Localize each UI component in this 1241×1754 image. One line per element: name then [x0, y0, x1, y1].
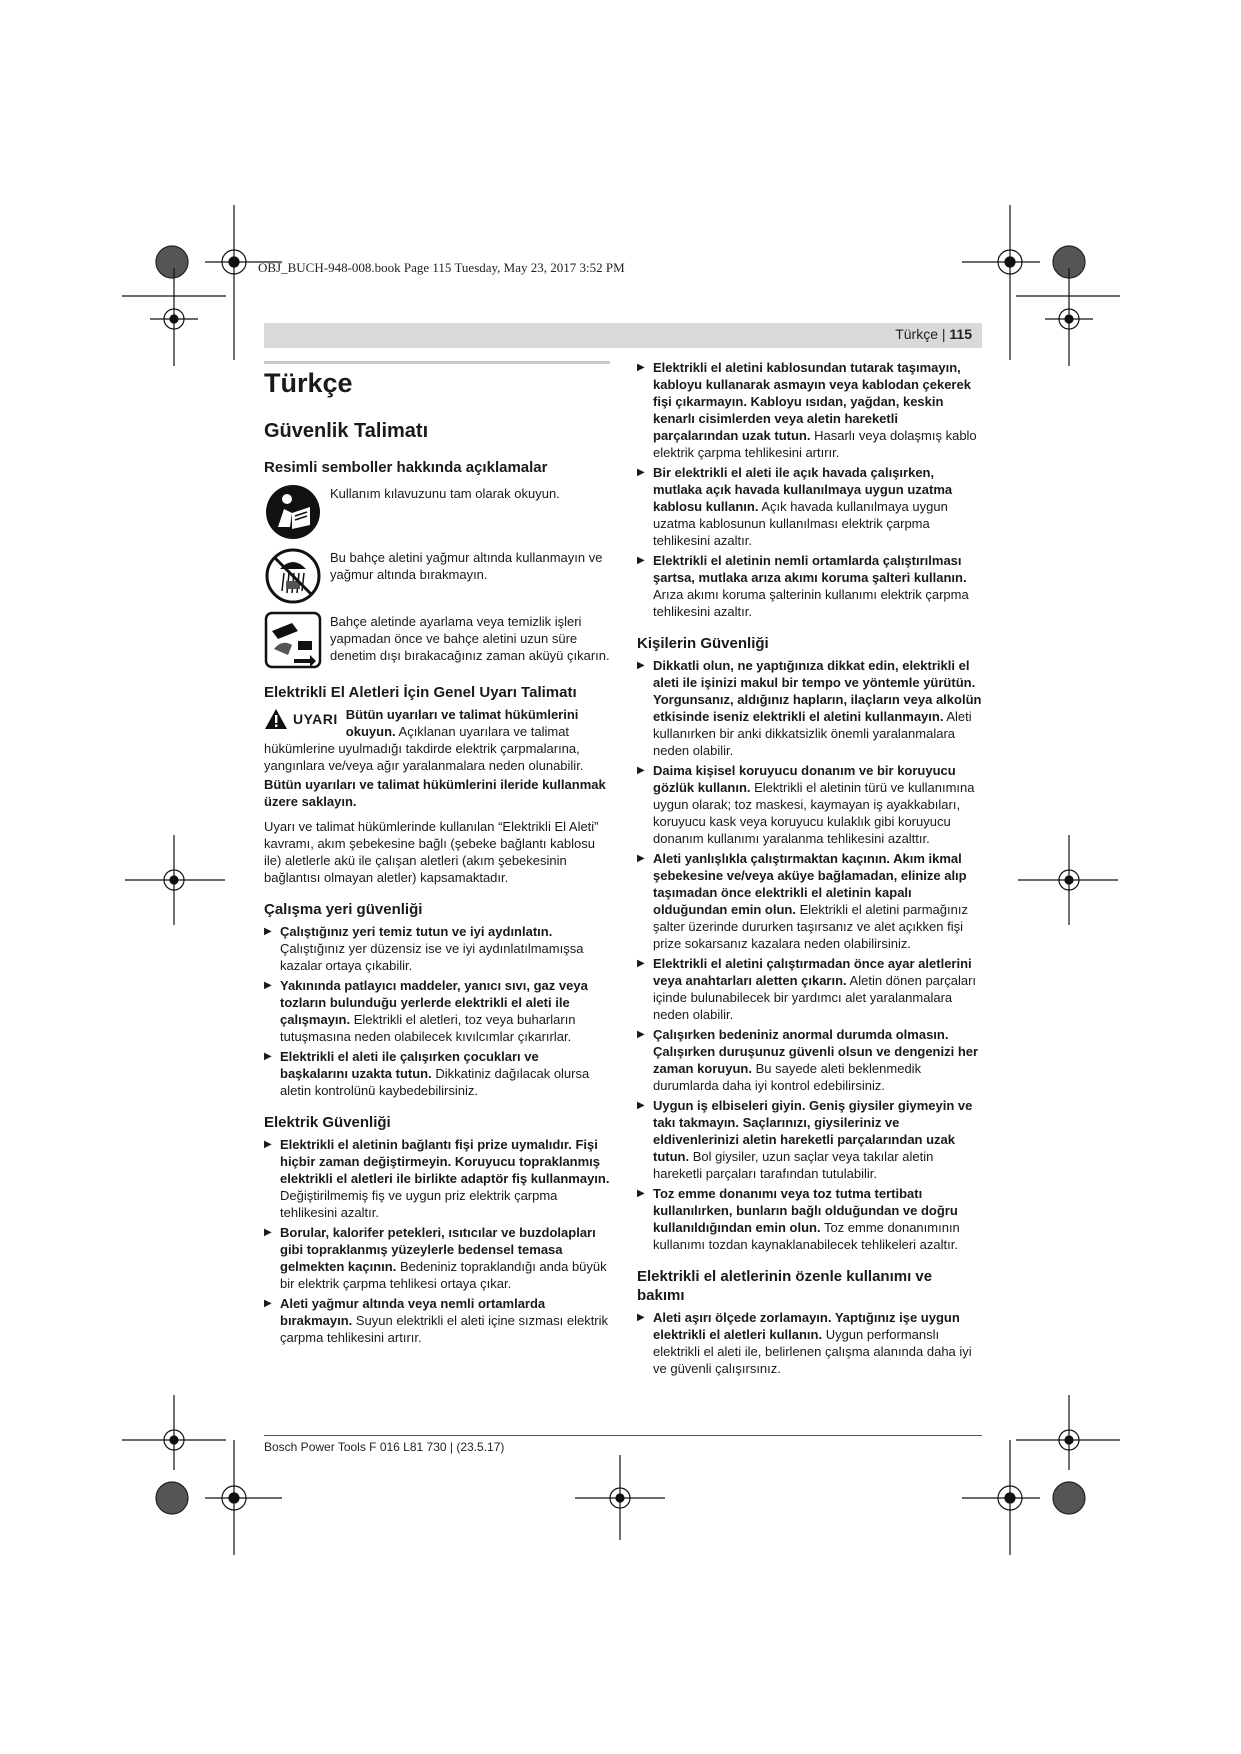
header-language: Türkçe [895, 326, 938, 342]
electrical-list [264, 1136, 610, 1346]
list-item [264, 1295, 610, 1346]
list-item [637, 1097, 982, 1182]
warning-triangle-icon [264, 708, 288, 730]
item-bold: Bir elektrikli el aleti ile açık havada çalışırken, mutlaka açık havada kullanılmaya uygun uzatma kablosu kullanın. [653, 465, 953, 514]
list-item [637, 1309, 982, 1377]
item-text: Aletin dönen parçaları içinde bulunabilecek bir yardımcı alet yaralanmalara neden olabilir. [653, 973, 977, 1022]
list-item [264, 1224, 610, 1292]
list-item [264, 1048, 610, 1099]
header-text [895, 326, 972, 342]
care-heading: Elektrikli el aletlerinin özenle kullanımı ve bakımı [637, 1268, 933, 1304]
list-item [637, 359, 982, 461]
footer-rule [264, 1435, 982, 1436]
symbols-heading: Resimli semboller hakkında açıklamalar [264, 459, 548, 476]
symbol-description: Bahçe aletinde ayarlama veya temizlik işleri yapmadan önce ve bahçe aletini uzun süre denetim dışı bırakacağınız zaman aküyü çıkarın. [330, 614, 610, 663]
warning-label: UYARI [293, 710, 338, 727]
item-bold: Çalışırken bedeniniz anormal durumda olmasın. Çalışırken duruşunuz güvenli olsun ve dengenizi her zaman koruyun. [653, 1027, 979, 1076]
workplace-list [264, 923, 610, 1099]
symbol-row [264, 611, 610, 669]
list-item [264, 977, 610, 1045]
list-item [637, 464, 982, 549]
item-text: Değiştirilmemiş fiş ve uygun priz elektrik çarpma tehlikesini azaltır. [280, 1188, 558, 1220]
keep-instructions-text: Bütün uyarıları ve talimat hükümlerini ileride kullanmak üzere saklayın. [264, 777, 606, 809]
item-text: Elektrikli el aletleri, toz veya buharların tutuşmasına neden olabilecek kıvılcımlar çıkarırlar. [280, 1012, 576, 1044]
list-item [637, 1185, 982, 1253]
personal-safety-heading: Kişilerin Güvenliği [637, 635, 769, 652]
list-item [637, 1026, 982, 1094]
definition-paragraph: Uyarı ve talimat hükümlerinde kullanılan “Elektrikli El Aleti” kavramı, akım şebekesine bağlı (şebeke bağlantı kablosu ile) aletlerle akü ile çalışan aletleri (akım şebekesinin bağlantısı olmayan aletler) kapsamaktadır. [264, 819, 599, 885]
general-warnings-heading: Elektrikli El Aletleri İçin Genel Uyarı Talimatı [264, 684, 577, 701]
list-item [637, 955, 982, 1023]
workplace-heading: Çalışma yeri güvenliği [264, 901, 423, 918]
warning-bold-text: Bütün uyarıları ve talimat hükümlerini okuyun. [345, 707, 579, 739]
item-bold: Elektrikli el aletini çalıştırmadan önce ayar aletlerini veya anahtarları aletten çıkarın. [653, 956, 972, 988]
list-item [637, 552, 982, 620]
safety-title: Güvenlik Talimatı [264, 420, 429, 442]
list-item [264, 1136, 610, 1221]
item-bold: Toz emme donanımı veya toz tutma tertibatı kullanılırken, bunların bağlı olduğundan ve doğru kullanıldığından emin olun. [653, 1186, 958, 1235]
list-item [637, 850, 982, 952]
header-separator: | [941, 326, 946, 342]
electrical-heading: Elektrik Güvenliği [264, 1114, 391, 1131]
item-text: Açık havada kullanılmaya uygun uzatma kablosunun kullanılması elektrik çarpma tehlikesini azaltır. [653, 499, 948, 548]
item-text: Dikkatiniz dağılacak olursa aletin kontrolünü kaybedebilirsiniz. [280, 1066, 590, 1098]
item-text: Toz emme donanımının kullanımı tozdan kaynaklanabilecek tehlikeleri azaltır. [653, 1220, 960, 1252]
print-slug: OBJ_BUCH-948-008.book Page 115 Tuesday, May 23, 2017 3:52 PM [258, 260, 625, 275]
list-item [264, 923, 610, 974]
item-text: Bu sayede aleti beklenmedik durumlarda daha iyi kontrol edebilirsiniz. [653, 1061, 922, 1093]
left-column [264, 360, 610, 1346]
page-title: Türkçe [264, 368, 353, 398]
symbol-row [264, 483, 610, 541]
item-text: Aleti kullanırken bir anki dikkatsizlik önemli yaralanmalara neden olabilir. [653, 709, 972, 758]
warning-badge [264, 708, 338, 730]
item-text: Arıza akımı koruma şalterinin kullanımı elektrik çarpma tehlikesini azaltır. [653, 587, 969, 619]
item-text: Hasarlı veya dolaşmış kablo elektrik çarpma tehlikesini artırır. [653, 428, 977, 460]
no-rain-icon [264, 547, 322, 605]
item-bold: Borular, kalorifer petekleri, ısıtıcılar ve buzdolapları gibi topraklanmış yüzeylerle bedensel temasa gelmekten kaçının. [280, 1225, 596, 1274]
item-bold: Aleti yağmur altında veya nemli ortamlarda bırakmayın. [280, 1296, 546, 1328]
item-text: Elektrikli el aletinin türü ve kullanımına uygun olarak; toz maskesi, kaymayan iş ayakkabıları, koruyucu kask veya koruyucu kulaklık gibi koruyucu donanım kullanımı yaralanma tehlikesini azalttır. [653, 780, 975, 846]
item-bold: Elektrikli el aletinin bağlantı fişi prize uymalıdır. Fişi hiçbir zaman değiştirmeyin. Koruyucu topraklanmış elektrikli el aletleri ile birlikte adaptör fiş kullanmayın. [280, 1137, 610, 1186]
item-text: Çalıştığınız yer düzensiz ise ve iyi aydınlatılmamışsa kazalar ortaya çıkabilir. [280, 941, 584, 973]
care-list [637, 1309, 982, 1377]
page-footer: Bosch Power Tools F 016 L81 730 | (23.5.17) [264, 1440, 505, 1454]
item-bold: Daima kişisel koruyucu donanım ve bir koruyucu gözlük kullanın. [653, 763, 956, 795]
page-header [264, 323, 982, 348]
symbol-row [264, 547, 610, 605]
read-manual-icon [264, 483, 322, 541]
item-bold: Yakınında patlayıcı maddeler, yanıcı sıvı, gaz veya tozların bulunduğu yerlerde elektrikli el aleti ile çalışmayın. [280, 978, 588, 1027]
warning-block [264, 706, 610, 774]
item-bold: Elektrikli el aleti ile çalışırken çocukları ve başkalarını uzakta tutun. [280, 1049, 539, 1081]
item-text: Bedeniniz topraklandığı anda büyük bir elektrik çarpma tehlikesi ortaya çıkar. [280, 1259, 607, 1291]
right-column [637, 356, 982, 1377]
item-bold: Çalıştığınız yeri temiz tutun ve iyi aydınlatın. [280, 924, 553, 939]
item-bold: Elektrikli el aletini kablosundan tutarak taşımayın, kabloyu kullanarak asmayın veya kablodan çekerek fişi çıkarmayın. Kabloyu ısıdan, yağdan, keskin kenarlı cisimlerden veya aletin hareketli parçalarından uzak tutun. [653, 360, 971, 443]
symbol-description: Bu bahçe aletini yağmur altında kullanmayın ve yağmur altında bırakmayın. [330, 550, 603, 582]
item-bold: Elektrikli el aletinin nemli ortamlarda çalıştırılması şartsa, mutlaka arıza akımı koruma şalteri kullanın. [653, 553, 967, 585]
item-bold: Aleti aşırı ölçede zorlamayın. Yaptığınız işe uygun elektrikli el aletleri kullanın. [653, 1310, 960, 1342]
personal-safety-list [637, 657, 982, 1253]
electrical-list-continued [637, 359, 982, 620]
item-bold: Dikkatli olun, ne yaptığınıza dikkat edin, elektrikli el aleti ile işinizi makul bir tempo ve yöntemle yürütün. Yorgunsanız, aldığınız hapların, ilaçların veya alkolün etkisinde iseniz elektrikli el aletini kullanmayın. [653, 658, 982, 724]
item-bold: Aleti yanlışlıkla çalıştırmaktan kaçının. Akım ikmal şebekesine ve/veya aküye bağlamadan, elinize alıp taşımadan önce elektrikli el aletinin kapalı olduğundan emin olun. [653, 851, 967, 917]
item-text: Elektrikli el aletini parmağınız şalter üzerinde dururken taşırsanız ve alet açıkken fişi prize sokarsanız kazalara neden olabilirsiniz. [653, 902, 968, 951]
page-number: 115 [949, 326, 972, 342]
item-text: Uygun performanslı elektrikli el aleti ile, belirlenen çalışma alanında daha iyi ve güvenli çalışırsınız. [653, 1327, 972, 1376]
item-bold: Uygun iş elbiseleri giyin. Geniş giysiler giymeyin ve takı takmayın. Saçlarınızı, giysileriniz ve eldivenlerinizi aletin hareketli parçalarından uzak tutun. [653, 1098, 973, 1164]
list-item [637, 762, 982, 847]
warning-text: Açıklanan uyarılara ve talimat hükümlerine uyulmadığı takdirde elektrik çarpmalarına, yangınlara ve/veya ağır yaralanmalara neden olunabilir. [264, 724, 584, 773]
item-text: Suyun elektrikli el aleti içine sızması elektrik çarpma tehlikesini artırır. [280, 1313, 609, 1345]
remove-battery-icon [264, 611, 322, 669]
symbol-description: Kullanım kılavuzunu tam olarak okuyun. [330, 486, 560, 501]
item-text: Bol giysiler, uzun saçlar veya takılar aletin hareketli parçaları tarafından tutulabilir. [653, 1149, 934, 1181]
list-item [637, 657, 982, 759]
keep-instructions [264, 776, 610, 810]
